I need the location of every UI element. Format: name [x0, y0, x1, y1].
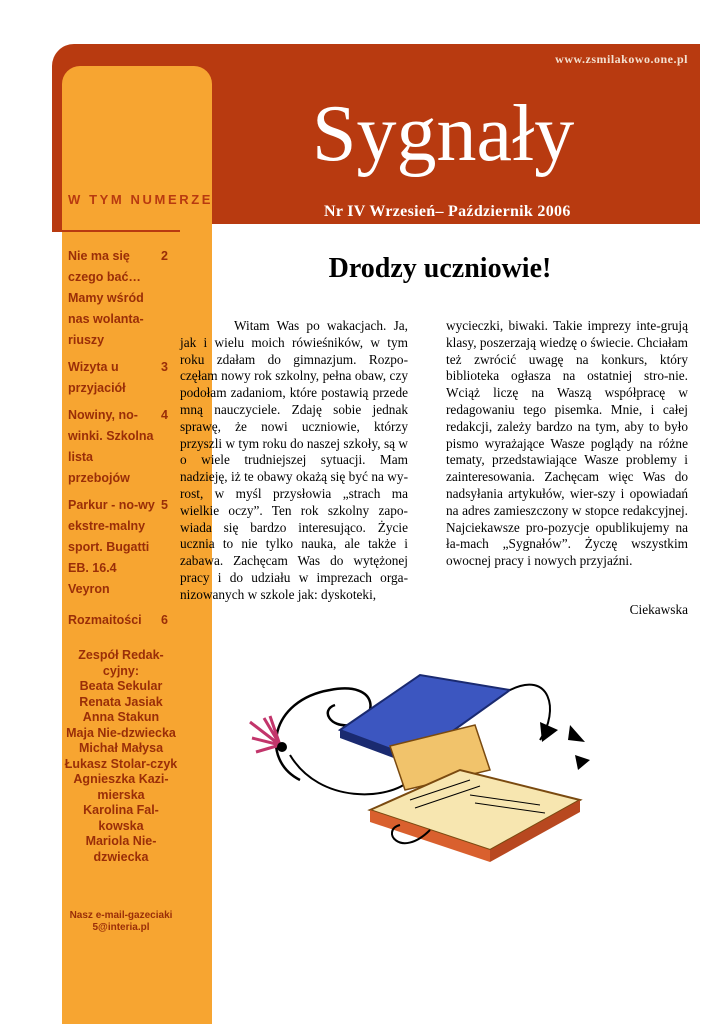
team-heading: Zespół Redak-cyjny:	[78, 648, 164, 678]
editorial-team	[62, 648, 180, 865]
team-member: Renata Jasiak	[79, 694, 163, 709]
article-column-2: wycieczki, biwaki. Takie imprezy inte-grują klasy, poszerzają wiedzę o świecie. Chciałam też zwrócić uwagę na konkurs, który biblioteka ogłasza na ostatniej stro-nie. Wciąż liczę na Waszą współpracę w redagowaniu tego pisemka. Mnie, i całej redakcji, zależy bardzo na tym, aby to było pismo wyrażające Wasze poglądy na różne tematy, przedstawiające Wasze problemy i zainteresowania. Zachęcam więc Was do nadsyłania artykułów, wier-szy i opowiadań na adres zamieszczony w stopce redakcyjnej. Najciekawsze pro-pozycje opublikujemy na ła-mach „Sygnałów”. Życzę wszystkim owocnej pracy i nowych przyjaźni.	[446, 318, 688, 569]
toc-item-label: Nie ma się czego bać… Mamy wśród nas wolanta-riuszy	[68, 249, 144, 347]
website-url[interactable]: www.zsmilakowo.one.pl	[555, 52, 688, 66]
team-member: Michał Małysa	[78, 741, 164, 755]
graduation-book-illustration	[240, 630, 600, 920]
toc-item-page: 3	[161, 360, 168, 374]
team-member: Beata Sekular	[79, 679, 163, 693]
article-signature: Ciekawska	[629, 602, 688, 617]
toc-item-label: Rozmaitości	[68, 613, 142, 627]
article-heading: Drodzy uczniowie!	[328, 253, 552, 284]
table-of-contents	[68, 246, 178, 633]
toc-item-label: Parkur - no-wy ekstre-malny sport. Bugatti EB. 16.4 Veyron	[68, 498, 155, 596]
team-member: Karolina Fal-kowska	[83, 803, 159, 833]
team-member: Mariola Nie-dzwiecka	[85, 834, 157, 864]
toc-item-page: 6	[161, 613, 168, 627]
toc-item-label: Wizyta u przyjaciół	[68, 360, 126, 395]
team-member: Agnieszka Kazi-mierska	[73, 772, 169, 802]
team-member: Anna Stakun	[82, 710, 160, 724]
toc-item-page: 4	[161, 408, 168, 422]
toc-item-page: 2	[161, 249, 168, 263]
toc-item-label: Nowiny, no-winki. Szkolna lista przebojów	[68, 408, 154, 485]
toc-item-page: 5	[161, 498, 168, 512]
toc-item	[68, 405, 178, 489]
team-member: Maja Nie-dzwiecka	[66, 725, 176, 740]
sidebar-heading: W TYM NUMERZE:	[68, 192, 220, 207]
toc-item	[68, 495, 178, 600]
sidebar-divider	[62, 230, 180, 232]
issue-info: Nr IV Wrzesień– Październik 2006	[324, 203, 571, 220]
newsletter-title: Sygnały	[312, 90, 575, 178]
contact-email: Nasz e-mail-gazeciaki 5@interia.pl	[69, 910, 173, 933]
toc-item	[68, 357, 178, 399]
toc-item	[68, 246, 178, 351]
article-column-1: Witam Was po wakacjach. Ja, jak i wielu moich rówieśników, w tym roku zdałam do gimnazjum. Rozpo-częłam nowy rok szkolny, pełna obaw, czy podołam zadaniom, które postawią przede mną nauczyciele. Zdaję sobie jednak sprawę, że nowi uczniowie, którzy przyszli w tym roku do naszej szkoły, są w o wiele trudniejszej sytuacji. Mam nadzieję, iż te obawy okażą się być na wy-rost, w myśl przysłowia „strach ma wielkie oczy”. Ten rok szkolny zapo-wiada się bardzo interesująco. Życie ucznia to nie tylko nauka, ale także i zabawa. Zachęcam Was do wytężonej pracy i do udziału w imprezach orga-nizowanych w szkole jak: dyskoteki,	[180, 318, 408, 602]
toc-item	[68, 610, 178, 631]
team-member: Łukasz Stolar-czyk	[64, 756, 178, 771]
